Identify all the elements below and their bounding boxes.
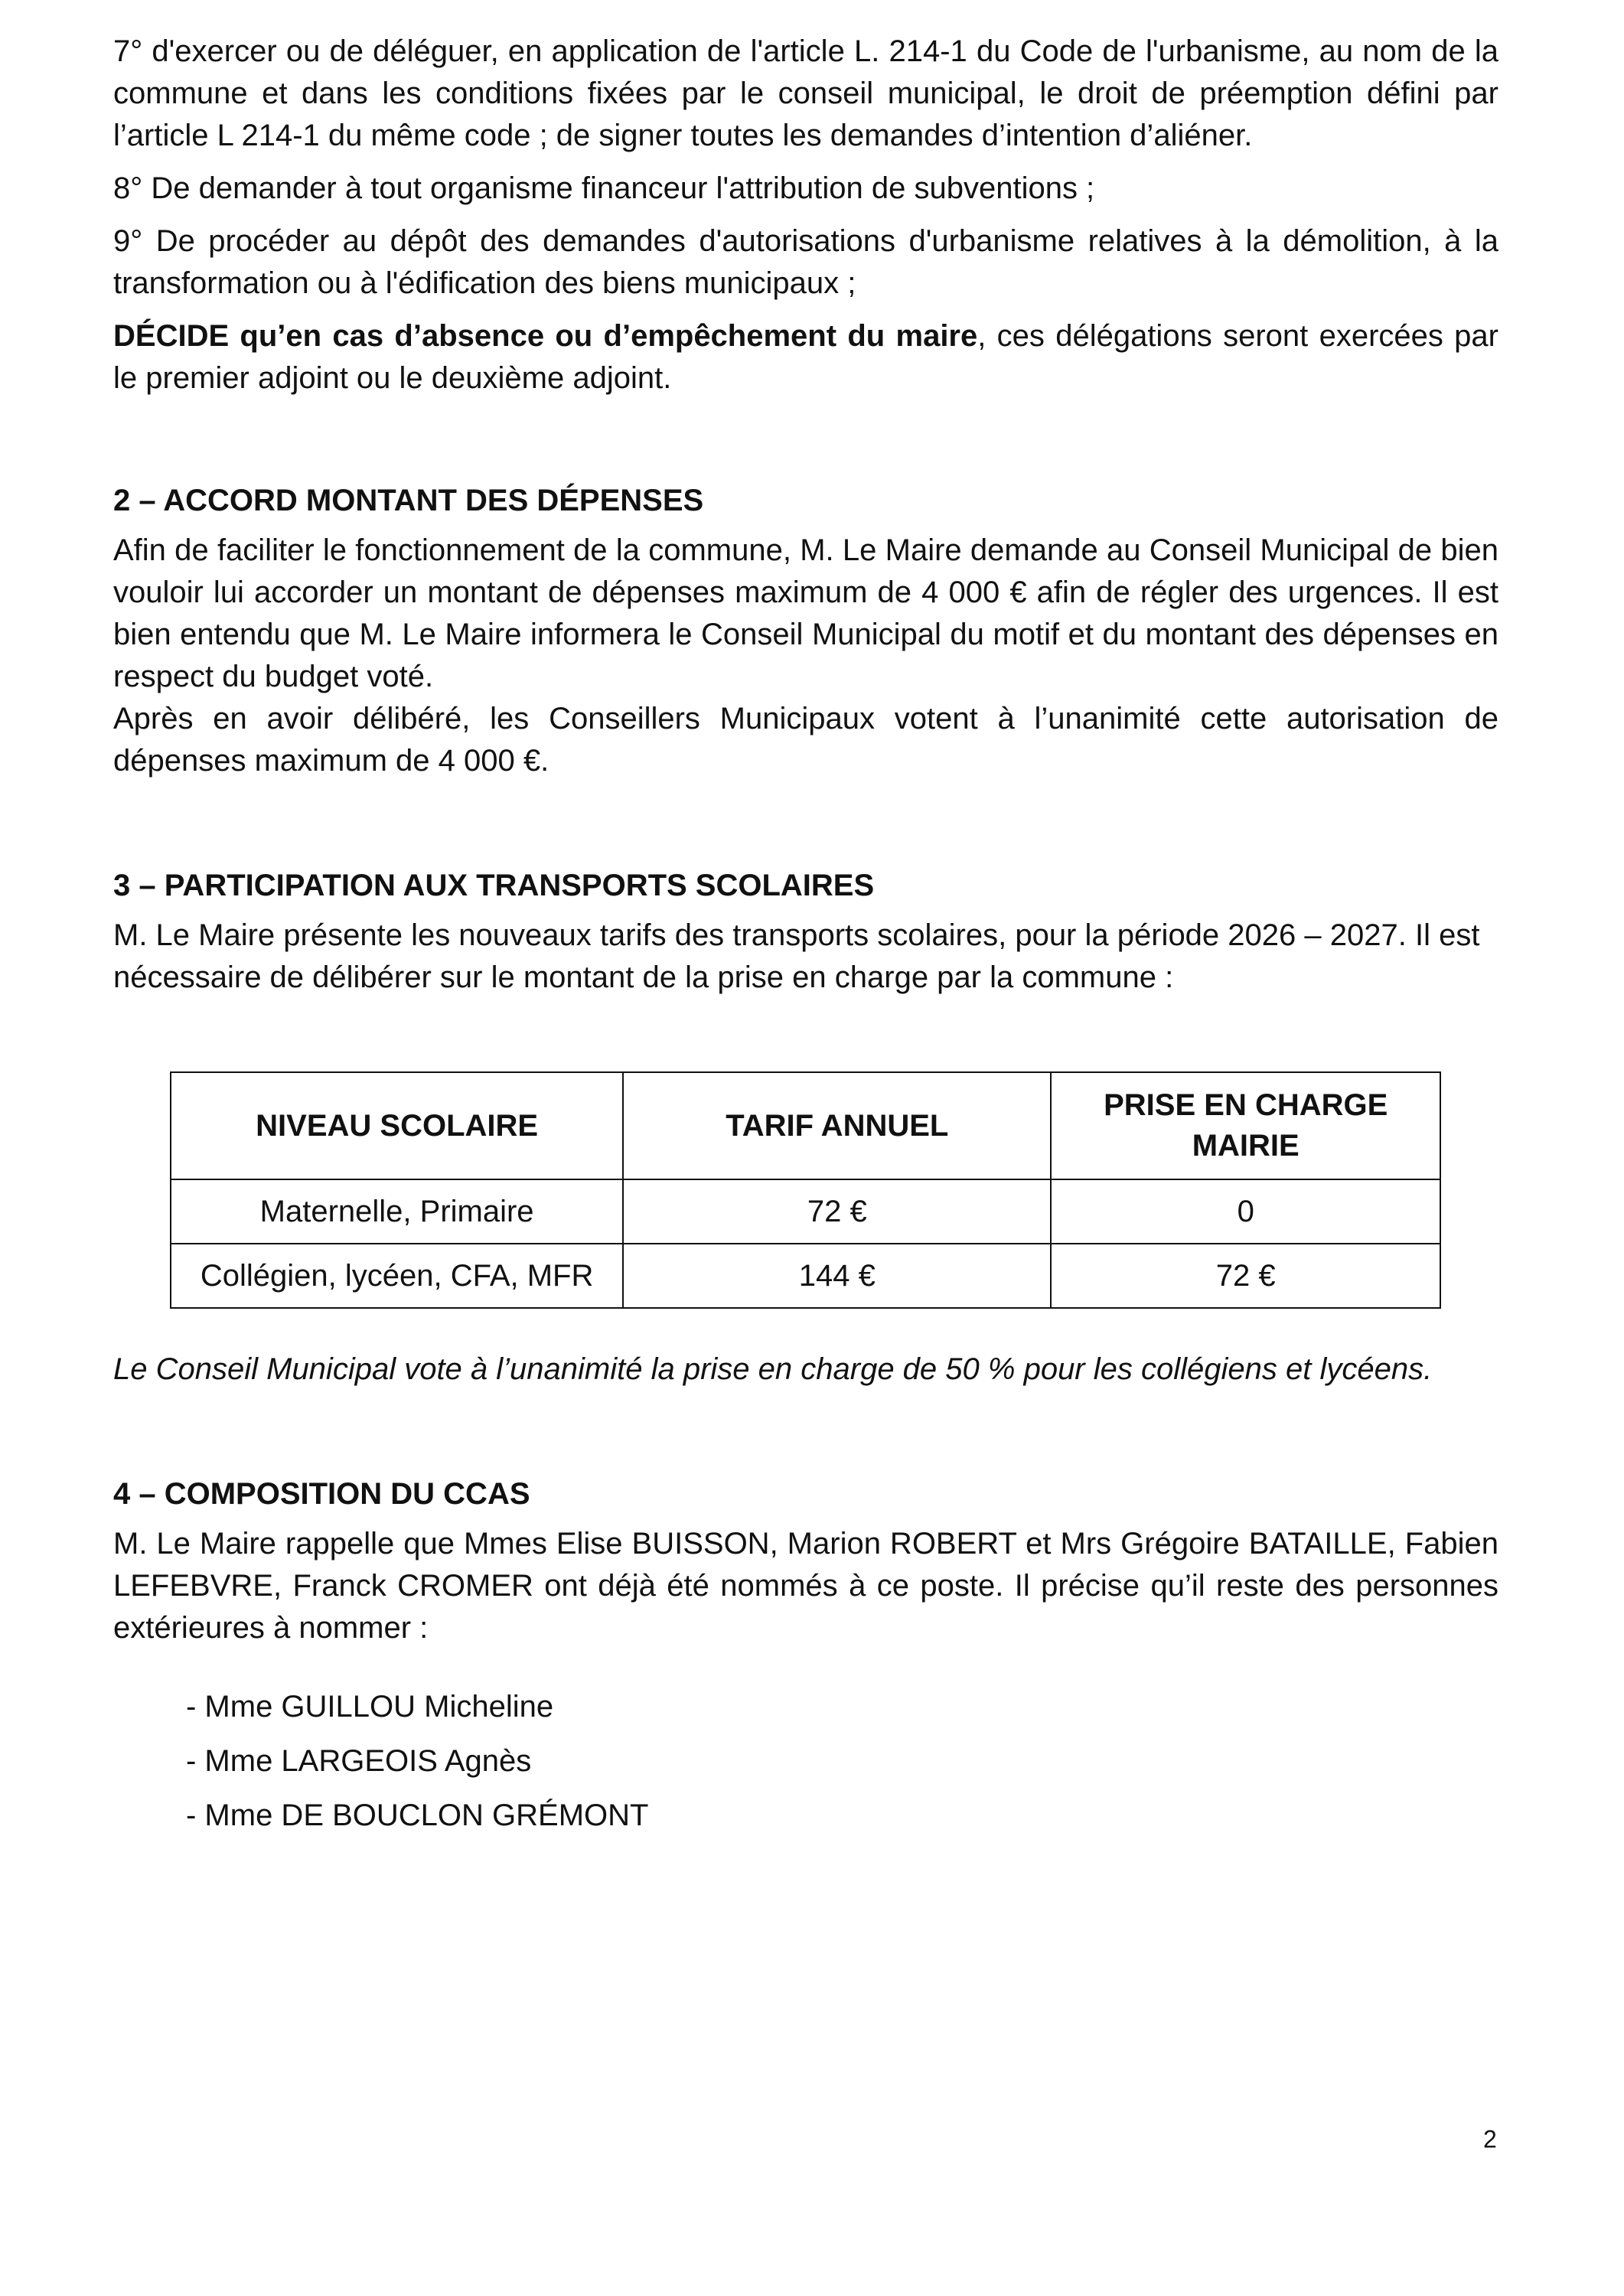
section-2-paragraph-1: Afin de faciliter le fonctionnement de la commune, M. Le Maire demande au Conseil Municipal de bien vouloir lui accorder un montant de dépenses maximum de 4 000 € afin de régler des urgences. Il est bien entendu que M. Le Maire informera le Conseil Municipal du motif et du montant des dépenses en respect du budget voté. [113, 533, 1498, 693]
table-cell: 144 € [623, 1244, 1051, 1308]
section-3-vote: Le Conseil Municipal vote à l’unanimité la prise en charge de 50 % pour les collégiens et lycéens. [113, 1352, 1433, 1386]
table-header-cell: TARIF ANNUEL [623, 1072, 1051, 1179]
table-row [171, 1179, 1440, 1244]
decide-rest-text: , ces délégations seront exercées par le premier adjoint ou le deuxième adjoint. [113, 319, 1498, 395]
delegation-item-8: 8° De demander à tout organisme financeur l'attribution de subventions ; [113, 171, 1095, 205]
page-number: 2 [1483, 2125, 1497, 2153]
table-cell: Maternelle, Primaire [171, 1179, 623, 1244]
section-2-paragraph-2: Après en avoir délibéré, les Conseillers Municipaux votent à l’unanimité cette autorisation de dépenses maximum de 4 000 €. [113, 702, 1498, 778]
list-item: - Mme LARGEOIS Agnès [186, 1744, 532, 1778]
section-4-heading: 4 – COMPOSITION DU CCAS [113, 1477, 530, 1511]
delegation-item-9: 9° De procéder au dépôt des demandes d'autorisations d'urbanisme relatives à la démolition, à la transformation ou à l'édification des biens municipaux ; [113, 224, 1498, 300]
section-3-paragraph: M. Le Maire présente les nouveaux tarifs des transports scolaires, pour la période 2026 – 2027. Il est nécessaire de délibérer sur le montant de la prise en charge par la commune : [113, 918, 1480, 994]
section-4-paragraph: M. Le Maire rappelle que Mmes Elise BUISSON, Marion ROBERT et Mrs Grégoire BATAILLE, Fabien LEFEBVRE, Franck CROMER ont déjà été nommés à ce poste. Il précise qu’il reste des personnes extérieures à nommer : [113, 1527, 1498, 1645]
table-cell: 72 € [623, 1179, 1051, 1244]
table-header-cell: NIVEAU SCOLAIRE [171, 1072, 623, 1179]
table-cell: 0 [1051, 1179, 1440, 1244]
table-cell: Collégien, lycéen, CFA, MFR [171, 1244, 623, 1308]
decide-bold-text: DÉCIDE qu’en cas d’absence ou d’empêchement du maire [113, 319, 978, 353]
delegation-item-7: 7° d'exercer ou de déléguer, en application de l'article L. 214-1 du Code de l'urbanisme, au nom de la commune et dans les conditions fixées par le conseil municipal, le droit de préemption défini par l’article L 214-1 du même code ; de signer toutes les demandes d’intention d’aliéner. [113, 34, 1498, 152]
decide-paragraph [113, 315, 1498, 400]
list-item: - Mme DE BOUCLON GRÉMONT [186, 1799, 649, 1832]
list-item: - Mme GUILLOU Micheline [186, 1690, 554, 1724]
section-3-heading: 3 – PARTICIPATION AUX TRANSPORTS SCOLAIRES [113, 869, 875, 902]
table-row [171, 1244, 1440, 1308]
school-transport-table [170, 1071, 1441, 1309]
document-body [113, 31, 1498, 1849]
table-header-row [171, 1072, 1440, 1179]
table-cell: 72 € [1051, 1244, 1440, 1308]
section-2-heading: 2 – ACCORD MONTANT DES DÉPENSES [113, 484, 704, 517]
table-header-cell: PRISE EN CHARGE MAIRIE [1051, 1072, 1440, 1179]
external-persons-list [113, 1686, 1498, 1837]
